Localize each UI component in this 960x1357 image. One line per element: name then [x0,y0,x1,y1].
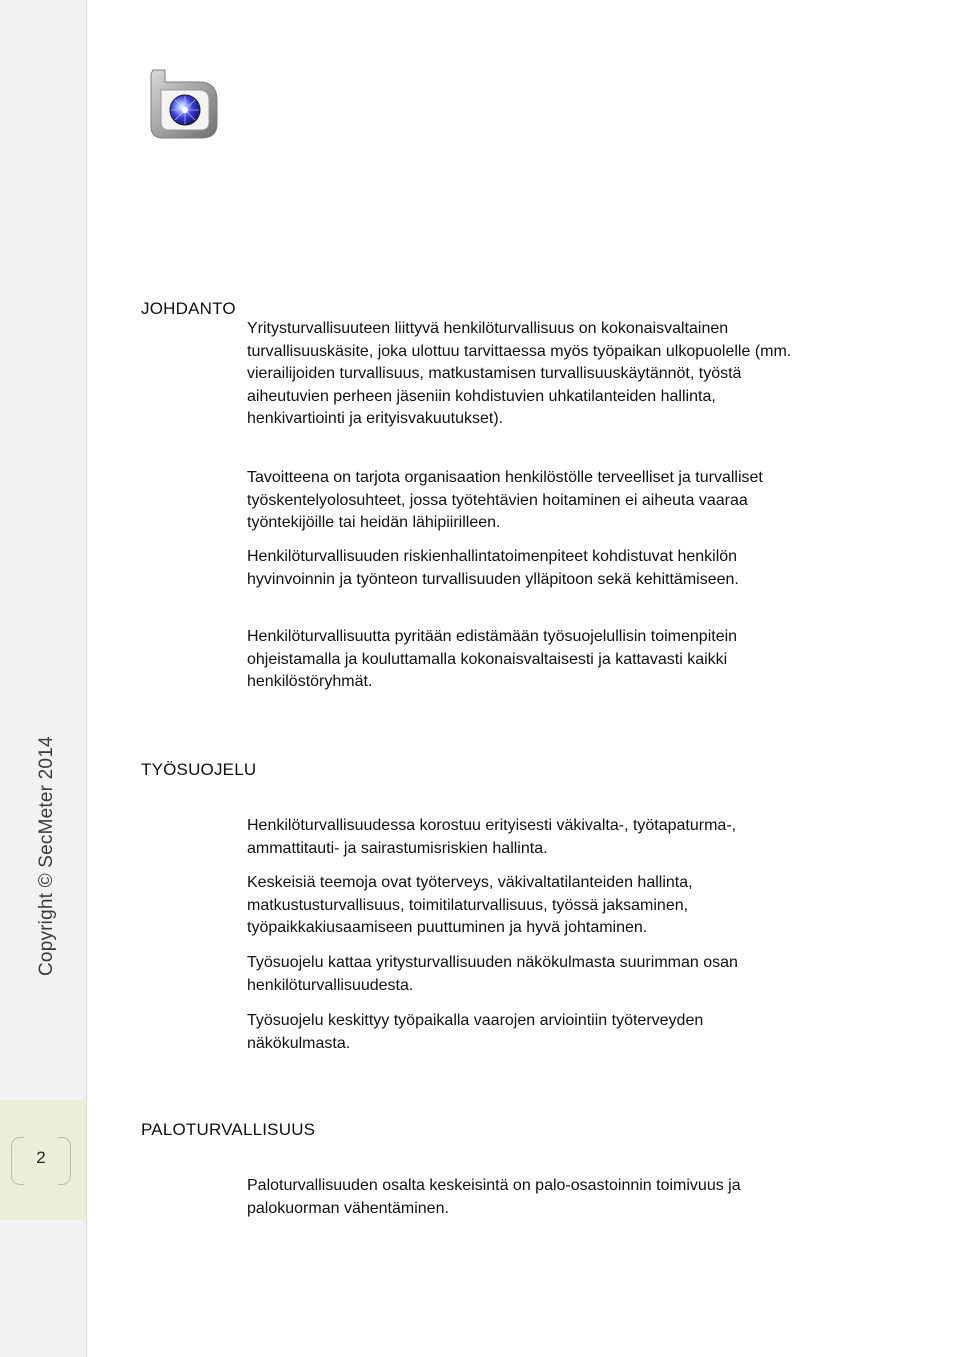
paragraph: Keskeisiä teemoja ovat työterveys, väkivaltatilanteiden hallinta, matkustusturvallisuus, toimitilaturvallisuus, työssä jaksaminen, työpaikkakiusaamiseen puuttuminen ja hyvä johtaminen. [247,874,693,937]
secmeter-logo-icon [147,66,221,142]
paragraph: Paloturvallisuuden osalta keskeisintä on palo-osastoinnin toimivuus ja palokuorman vähentäminen. [247,1177,741,1217]
page-number-box [0,1100,86,1220]
paragraph: Työsuojelu keskittyy työpaikalla vaarojen arviointiin työterveyden näkökulmasta. [247,1012,704,1052]
paragraph: Henkilöturvallisuutta pyritään edistämään työsuojelullisin toimenpitein ohjeistamalla ja kouluttamalla kokonaisvaltaisesti ja kattavasti kaikki henkilöstöryhmät. [247,628,738,691]
paragraph: Tavoitteena on tarjota organisaation henkilöstölle terveelliset ja turvalliset työskentelyolosuhteet, jossa työtehtävien hoitaminen ei aiheuta vaaraa työntekijöille tai heidän lähipiirilleen. [247,469,763,532]
page-number: 2 [36,1148,46,1167]
section-title-tyosuojelu: TYÖSUOJELU [141,760,257,779]
paragraph: Henkilöturvallisuuden riskienhallintatoimenpiteet kohdistuvat henkilön hyvinvoinnin ja työnteon turvallisuuden ylläpitoon sekä kehittämiseen. [247,548,739,588]
copyright-text: Copyright © SecMeter 2014 [36,736,57,976]
paragraph: Työsuojelu kattaa yritysturvallisuuden näkökulmasta suurimman osan henkilöturvallisuudesta. [247,954,738,994]
paragraph: Yritysturvallisuuteen liittyvä henkilöturvallisuus on kokonaisvaltainen turvallisuuskäsite, joka ulottuu tarvittaessa myös työpaikan ulkopuolelle (mm. vierailijoiden turvallisuus, matkustamisen turvallisuuskäytännöt, työstä aiheutuvien perheen jäseniin kohdistuvien uhkatilanteiden hallinta, henkivartiointi ja erityisvakuutukset). [247,320,792,428]
paragraph: Henkilöturvallisuudessa korostuu erityisesti väkivalta-, työtapaturma-, ammattitauti- ja sairastumisriskien hallinta. [247,817,737,857]
section-title-paloturvallisuus: PALOTURVALLISUUS [141,1120,316,1139]
section-title-johdanto: JOHDANTO [141,299,236,318]
